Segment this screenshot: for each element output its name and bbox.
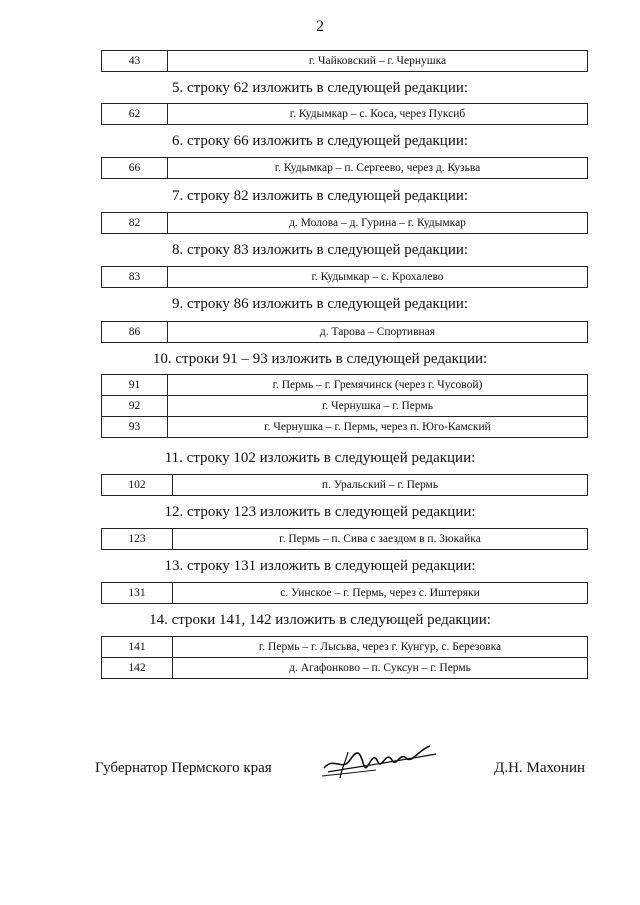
amendment-heading: 14. строки 141, 142 изложить в следующей редакции: xyxy=(149,612,491,628)
route-number: 142 xyxy=(102,658,173,679)
route-table xyxy=(101,582,588,604)
route-table xyxy=(101,266,588,288)
route-name: д. Агафонково – п. Суксун – г. Пермь xyxy=(173,658,588,679)
amendment-heading: 11. строку 102 изложить в следующей редакции: xyxy=(164,450,476,466)
route-number: 91 xyxy=(102,375,168,396)
table-row xyxy=(102,158,588,179)
route-name: д. Тарова – Спортивная xyxy=(168,322,588,343)
amendment-heading: 9. строку 86 изложить в следующей редакции: xyxy=(171,296,469,312)
signatory-name: Д.Н. Махонин xyxy=(494,760,585,776)
route-name: г. Чернушка – г. Пермь, через п. Юго-Камский xyxy=(168,417,588,438)
table-row xyxy=(102,375,588,396)
route-table xyxy=(101,636,588,679)
table-row xyxy=(102,213,588,234)
table-row xyxy=(102,51,588,72)
handwritten-signature xyxy=(320,738,440,786)
route-name: г. Кудымкар – с. Крохалево xyxy=(168,267,588,288)
route-table xyxy=(101,212,588,234)
route-number: 66 xyxy=(102,158,168,179)
route-name: д. Молова – д. Гурина – г. Кудымкар xyxy=(168,213,588,234)
route-number: 131 xyxy=(102,583,173,604)
route-table xyxy=(101,103,588,125)
table-row xyxy=(102,417,588,438)
amendment-heading: 12. строку 123 изложить в следующей редакции: xyxy=(164,504,476,520)
route-name: с. Уинское – г. Пермь, через с. Иштеряки xyxy=(173,583,588,604)
route-number: 141 xyxy=(102,637,173,658)
route-number: 62 xyxy=(102,104,168,125)
route-name: г. Кудымкар – п. Сергеево, через д. Кузьва xyxy=(168,158,588,179)
route-name: г. Пермь – г. Гремячинск (через г. Чусовой) xyxy=(168,375,588,396)
route-number: 43 xyxy=(102,51,168,72)
route-name: г. Чернушка – г. Пермь xyxy=(168,396,588,417)
route-table xyxy=(101,474,588,496)
amendment-heading: 7. строку 82 изложить в следующей редакции: xyxy=(171,188,469,204)
table-row xyxy=(102,322,588,343)
route-number: 93 xyxy=(102,417,168,438)
route-name: п. Уральский – г. Пермь xyxy=(173,475,588,496)
route-number: 123 xyxy=(102,529,173,550)
route-table xyxy=(101,374,588,438)
amendment-heading: 6. строку 66 изложить в следующей редакции: xyxy=(171,133,469,149)
route-number: 102 xyxy=(102,475,173,496)
table-row xyxy=(102,658,588,679)
signature-block xyxy=(95,760,585,790)
table-row xyxy=(102,267,588,288)
route-name: г. Пермь – п. Сива с заездом в п. Зюкайка xyxy=(173,529,588,550)
amendment-heading: 10. строки 91 – 93 изложить в следующей редакции: xyxy=(152,351,488,367)
route-table xyxy=(101,157,588,179)
route-number: 82 xyxy=(102,213,168,234)
route-number: 92 xyxy=(102,396,168,417)
route-name: г. Кудымкар – с. Коса, через Пуксиб xyxy=(168,104,588,125)
amendment-heading: 8. строку 83 изложить в следующей редакции: xyxy=(171,242,469,258)
route-number: 83 xyxy=(102,267,168,288)
amendment-heading: 5. строку 62 изложить в следующей редакции: xyxy=(171,80,469,96)
amendment-heading: 13. строку 131 изложить в следующей редакции: xyxy=(164,558,476,574)
table-row xyxy=(102,529,588,550)
table-row xyxy=(102,475,588,496)
table-row xyxy=(102,396,588,417)
table-row xyxy=(102,583,588,604)
route-name: г. Чайковский – г. Чернушка xyxy=(168,51,588,72)
page-number: 2 xyxy=(316,18,324,35)
route-name: г. Пермь – г. Лысьва, через г. Кунгур, с. Березовка xyxy=(173,637,588,658)
route-table xyxy=(101,321,588,343)
table-row xyxy=(102,104,588,125)
signatory-position: Губернатор Пермского края xyxy=(95,760,272,776)
table-row xyxy=(102,637,588,658)
route-table xyxy=(101,528,588,550)
route-number: 86 xyxy=(102,322,168,343)
route-table xyxy=(101,50,588,72)
